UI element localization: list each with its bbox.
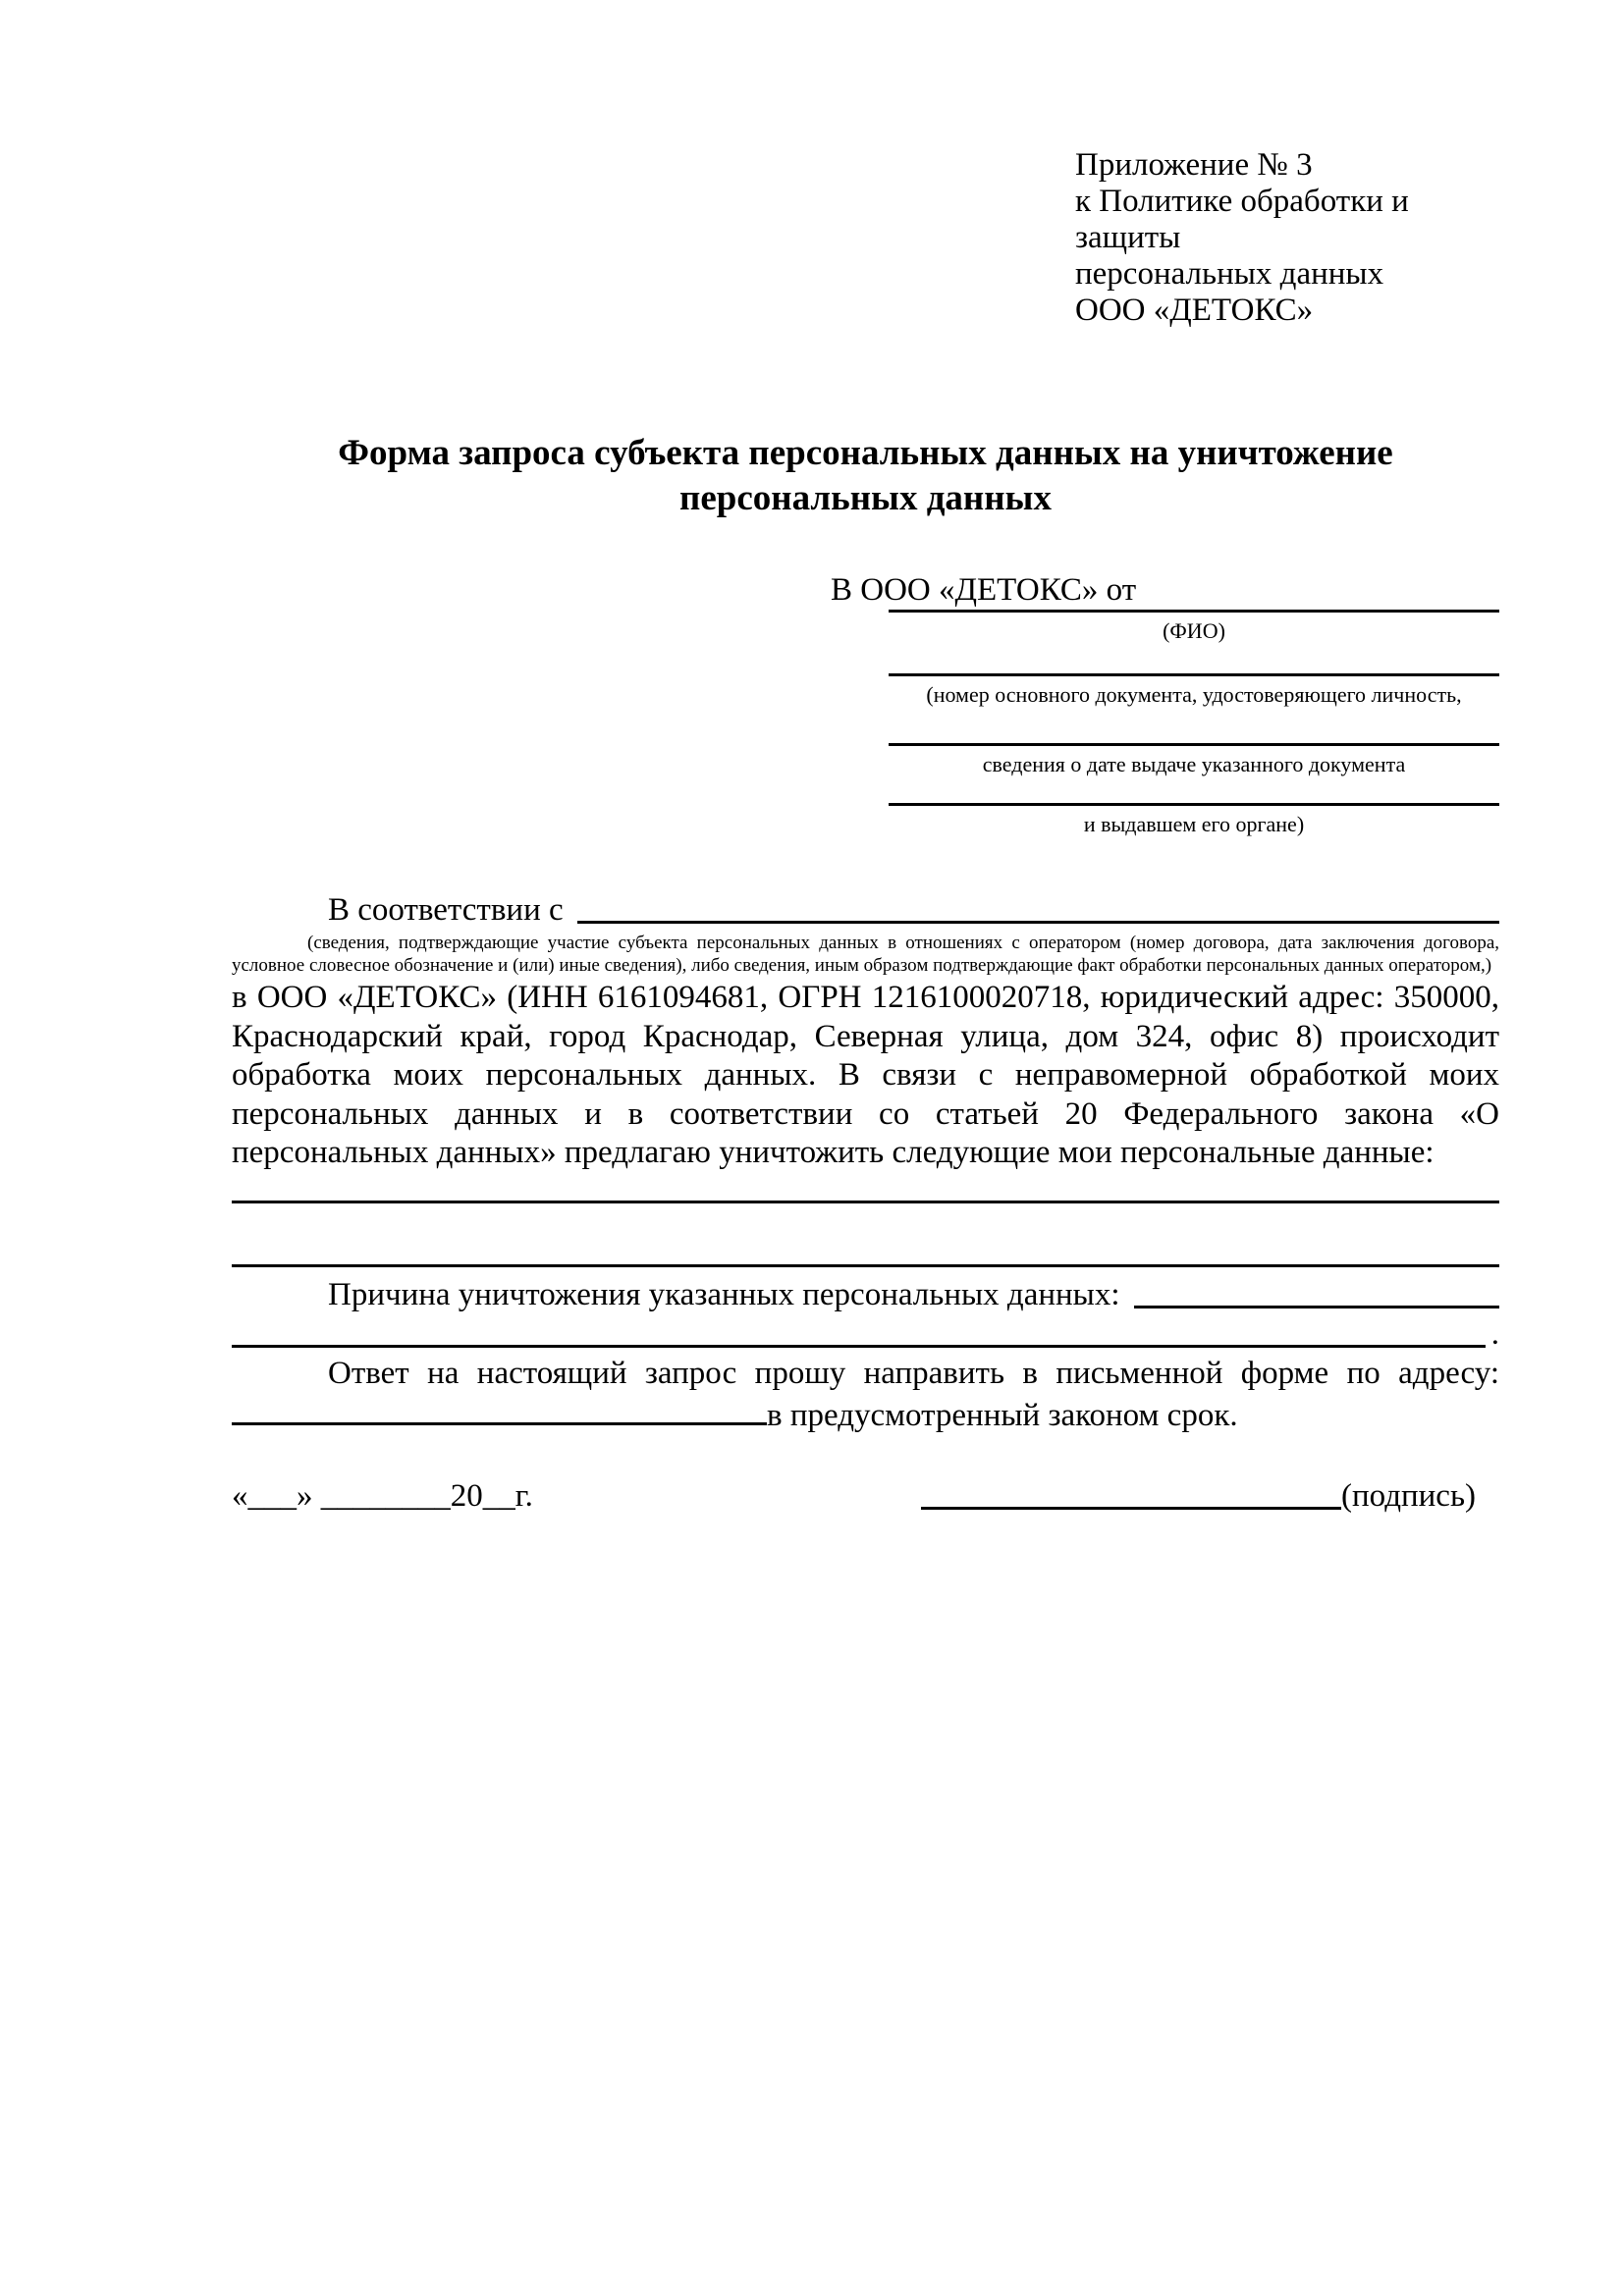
blank-line-fio <box>889 610 1499 613</box>
request-body-paragraph: в ООО «ДЕТОКС» (ИНН 6161094681, ОГРН 1216100020718, юридический адрес: 350000, Краснодарский край, город Краснодар, Северная улица, дом 324, офис 8) происходит обработка моих персональных данных. В связи с неправомерной обработкой моих персональных данных и в соответствии со статьей 20 Федерального закона «О персональных данных» предлагаю уничтожить следующие мои персональные данные: <box>232 980 1499 1170</box>
appendix-line: персональных данных <box>1075 256 1384 292</box>
appendix-line: ООО «ДЕТОКС» <box>1075 293 1314 328</box>
accordance-footnote: (сведения, подтверждающие участие субъекта персональных данных в отношениях с оператором (номер договора, дата заключения договора, условное словесное обозначение и (или) иные сведения), либо сведения, иным образом подтверждающие факт обработки персональных данных оператором,) <box>232 933 1499 976</box>
caption-document-issue-date: сведения о дате выдаче указанного документа <box>982 752 1406 776</box>
blank-line-reason-2 <box>232 1345 1486 1348</box>
blank-line-reason-1 <box>1134 1306 1499 1308</box>
addressee-line: В ООО «ДЕТОКС» от <box>831 572 1137 608</box>
accordance-row <box>232 890 1499 930</box>
reason-row <box>232 1275 1499 1314</box>
reply-tail-row <box>232 1393 1499 1435</box>
document-title: Форма запроса субъекта персональных данных на уничтожение персональных данных <box>338 433 1393 518</box>
blank-line-data-1 <box>232 1201 1499 1203</box>
blank-line-reply-address <box>232 1393 767 1425</box>
blank-line-document-issue-date <box>889 743 1499 746</box>
signature-row <box>232 1476 1499 1516</box>
blank-line-accordance <box>577 921 1499 924</box>
appendix-line: Приложение № 3 <box>1075 147 1313 183</box>
date-blank: «___» ________20__г. <box>232 1477 533 1514</box>
blank-line-issuing-authority <box>889 803 1499 806</box>
appendix-header <box>1075 147 1499 329</box>
reply-paragraph: Ответ на настоящий запрос прошу направить в письменной форме по адресу: <box>328 1355 1499 1391</box>
caption-issuing-authority: и выдавшем его органе) <box>1083 812 1305 836</box>
reason-label: Причина уничтожения указанных персональных данных: <box>328 1276 1120 1312</box>
appendix-line: к Политике обработки и защиты <box>1075 184 1409 255</box>
accordance-lead: В соответствии с <box>328 892 564 928</box>
signature-part <box>921 1476 1476 1516</box>
caption-fio: (ФИО) <box>1163 618 1225 643</box>
blank-line-data-2 <box>232 1264 1499 1267</box>
addressee-fields <box>889 610 1499 837</box>
reason-period: . <box>1490 1315 1499 1352</box>
caption-document-number: (номер основного документа, удостоверяющего личность, <box>926 682 1462 707</box>
blank-line-document-number <box>889 673 1499 676</box>
reply-tail-text: в предусмотренный законом срок. <box>767 1397 1238 1433</box>
reason-tail-row <box>232 1314 1499 1354</box>
blank-line-signature <box>921 1507 1341 1510</box>
signature-caption: (подпись) <box>1341 1477 1476 1514</box>
